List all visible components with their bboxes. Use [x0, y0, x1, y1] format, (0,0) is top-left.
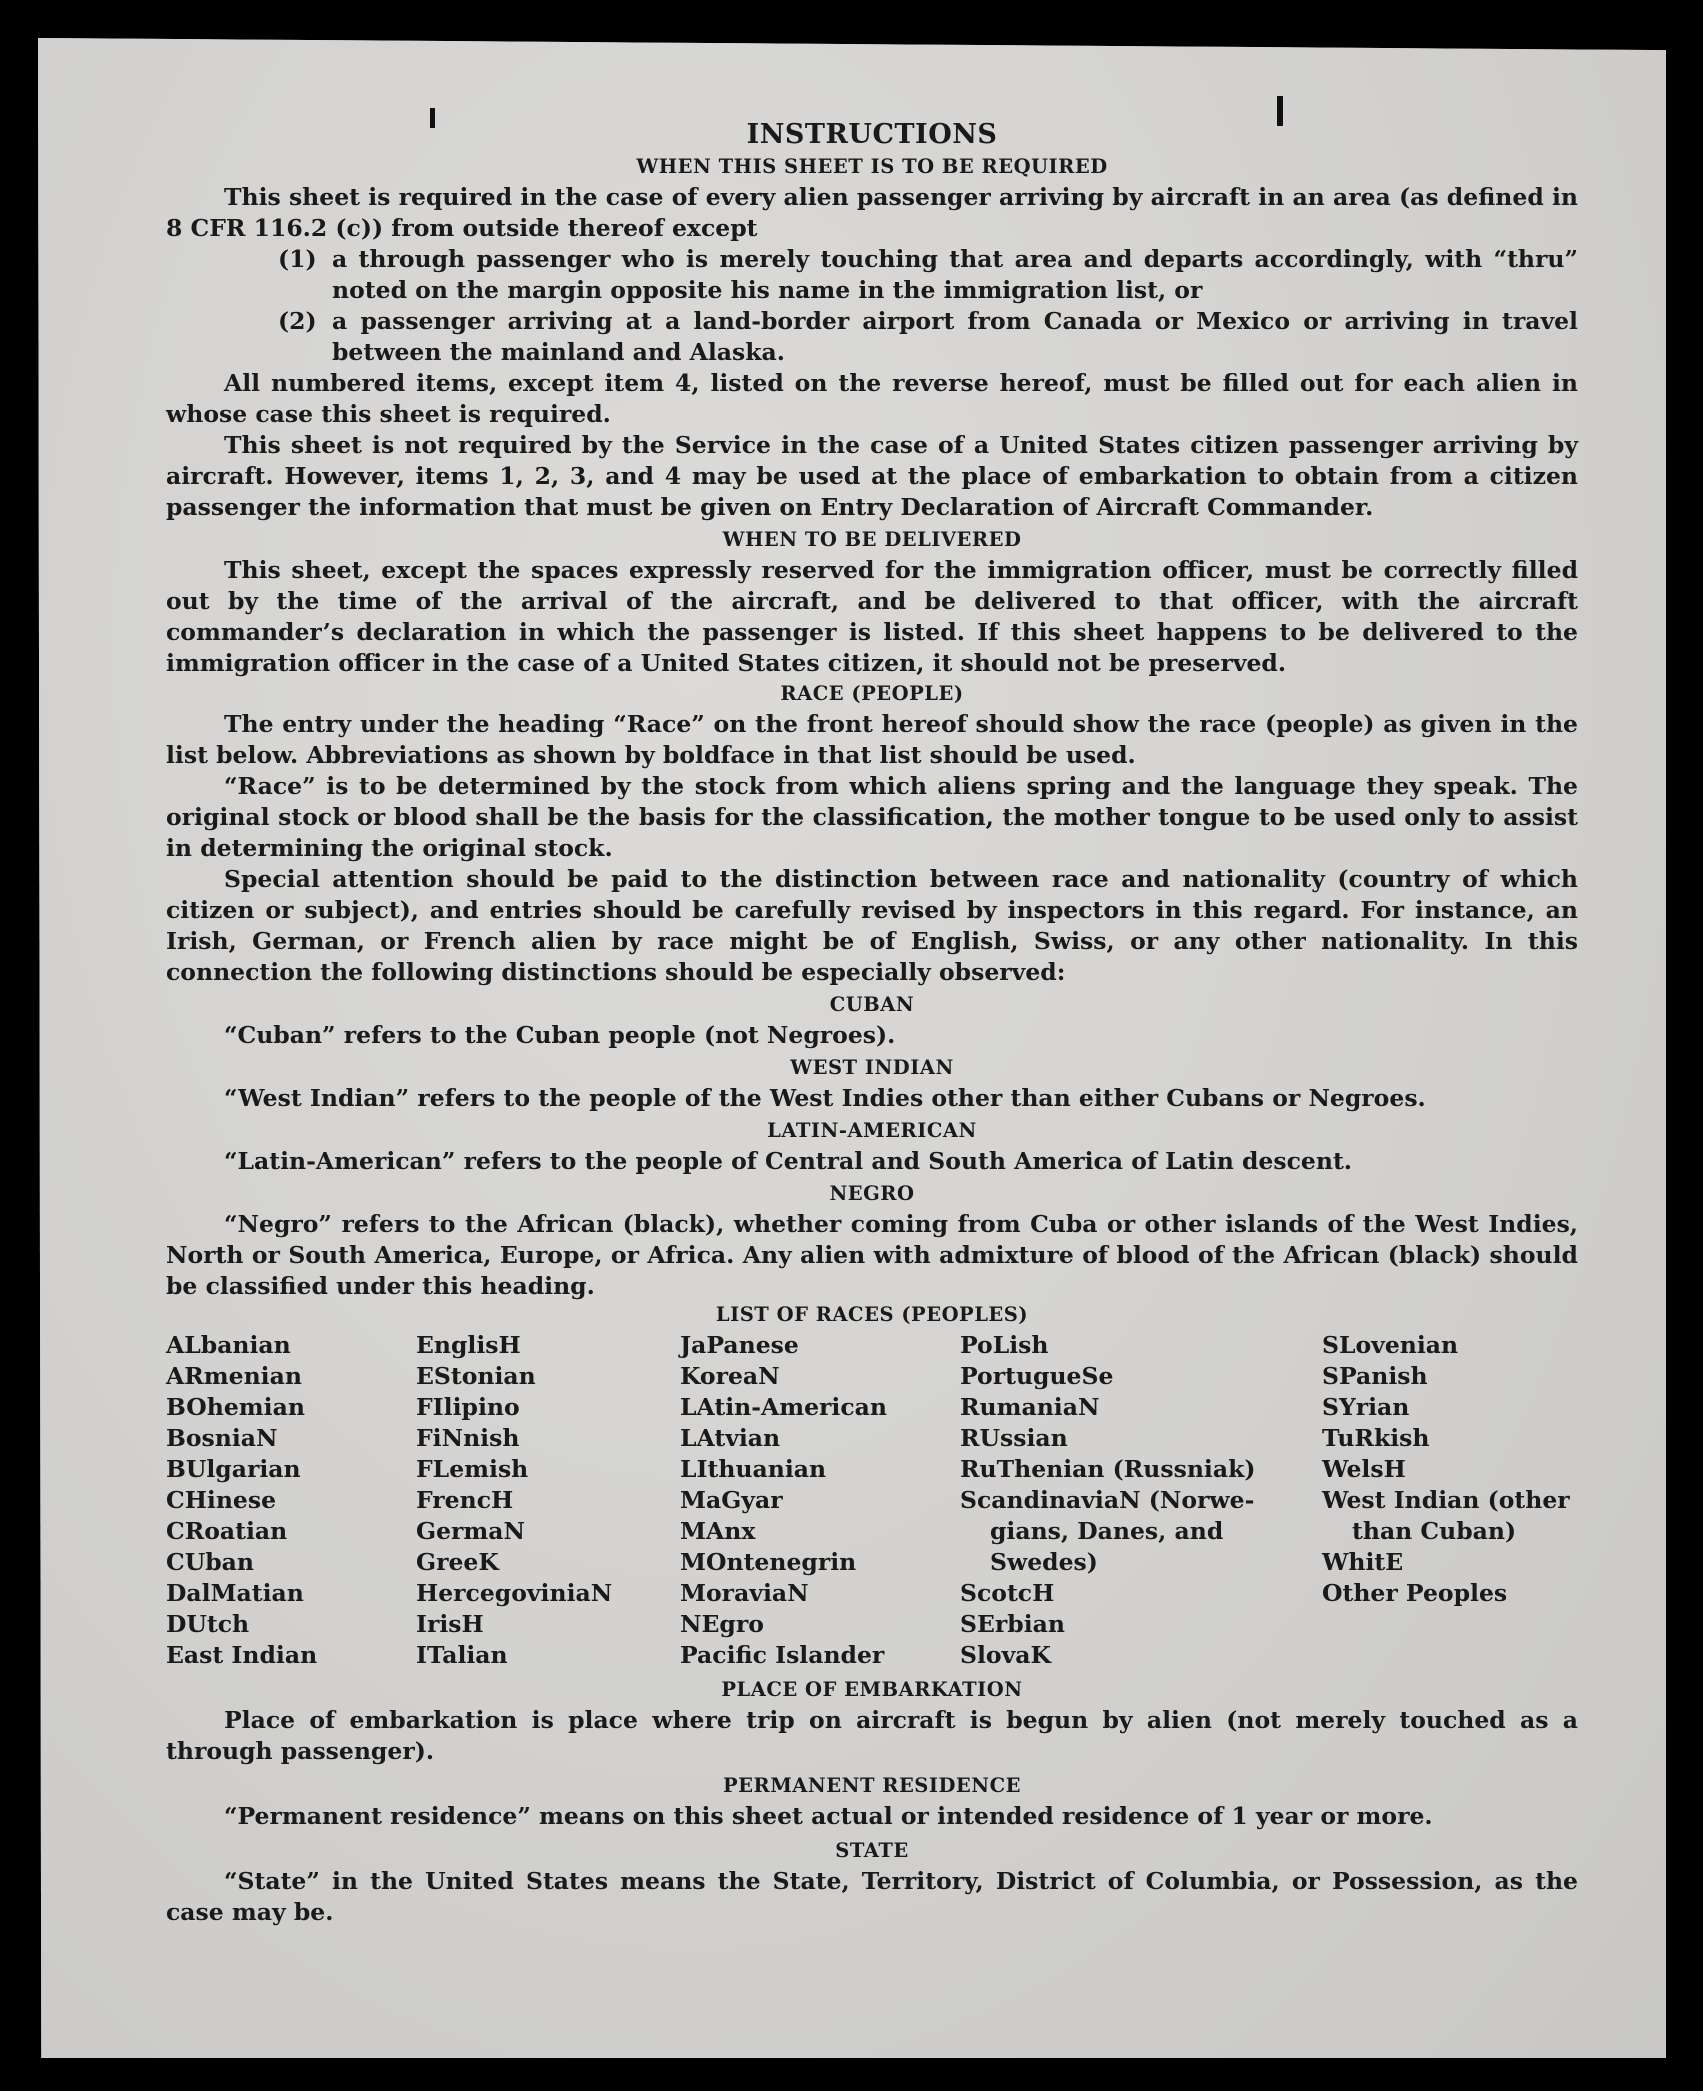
- required-para-2: All numbered items, except item 4, listed on the reverse hereof, must be filled out for each alien in whose case this sheet is required.: [166, 369, 1578, 428]
- race-entry: East Indian: [166, 1641, 318, 1669]
- race-entry: ALbanian: [166, 1331, 291, 1359]
- race-entry: IrisH: [416, 1610, 484, 1638]
- race-entry: ScandinaviaN (Norwe-: [960, 1486, 1255, 1514]
- race-entry-continuation: Swedes): [990, 1548, 1098, 1576]
- races-column-3: [680, 1330, 960, 1671]
- races-column-4: [960, 1330, 1322, 1671]
- item-text: a through passenger who is merely touching that area and departs accordingly, with “thru” noted on the margin opposite his name in the immigration list, or: [332, 245, 1578, 304]
- race-entry: LAtin-American: [680, 1393, 887, 1421]
- cuban-text: “Cuban” refers to the Cuban people (not Negroes).: [224, 1021, 896, 1049]
- race-entry: CUban: [166, 1548, 254, 1576]
- race-entry: MAnx: [680, 1517, 756, 1545]
- race-entry: PoLish: [960, 1331, 1049, 1359]
- latin-american-text: “Latin-American” refers to the people of Central and South America of Latin descent.: [224, 1147, 1352, 1175]
- race-entry: EnglisH: [416, 1331, 521, 1359]
- race-entry: HercegoviniaN: [416, 1579, 613, 1607]
- race-entry: RumaniaN: [960, 1393, 1100, 1421]
- required-intro: This sheet is required in the case of every alien passenger arriving by aircraft in an area (as defined in 8 CFR 116.2 (c)) from outside thereof except: [166, 183, 1578, 242]
- race-entry: MoraviaN: [680, 1579, 809, 1607]
- race-entry: DalMatian: [166, 1579, 304, 1607]
- race-entry: JaPanese: [680, 1331, 799, 1359]
- race-entry: BosniaN: [166, 1424, 278, 1452]
- heading-cuban: CUBAN: [829, 993, 915, 1016]
- race-entry: SErbian: [960, 1610, 1065, 1638]
- race-entry: GreeK: [416, 1548, 499, 1576]
- race-entry: ITalian: [416, 1641, 508, 1669]
- race-entry: BOhemian: [166, 1393, 305, 1421]
- race-entry: SLovenian: [1322, 1331, 1459, 1359]
- race-entry: ScotcH: [960, 1579, 1055, 1607]
- race-entry: SYrian: [1322, 1393, 1410, 1421]
- race-entry: EStonian: [416, 1362, 536, 1390]
- race-entry: NEgro: [680, 1610, 764, 1638]
- heading-race: RACE (PEOPLE): [780, 682, 964, 705]
- races-column-5: [1322, 1330, 1572, 1671]
- race-entry: LAtvian: [680, 1424, 781, 1452]
- exception-item-2: [278, 306, 1578, 368]
- race-entry: RuThenian (Russniak): [960, 1455, 1256, 1483]
- race-entry: WelsH: [1322, 1455, 1406, 1483]
- race-entry: FrencH: [416, 1486, 514, 1514]
- instructions-content: [166, 118, 1578, 1928]
- race-entry: FIlipino: [416, 1393, 520, 1421]
- race-entry: West Indian (other: [1322, 1486, 1570, 1514]
- delivered-text: This sheet, except the spaces expressly reserved for the immigration officer, must be correctly filled out by the time of the arrival of the aircraft, and be delivered to that officer, with the aircraft commander’s declaration in which the passenger is listed. If this sheet happens to be delivered to the immigration officer in the case of a United States citizen, it should not be preserved.: [166, 556, 1578, 677]
- heading-when-required: WHEN THIS SHEET IS TO BE REQUIRED: [636, 155, 1108, 178]
- heading-list-of-races: LIST OF RACES (PEOPLES): [715, 1303, 1029, 1326]
- race-entry: FiNnish: [416, 1424, 520, 1452]
- race-entry: SPanish: [1322, 1362, 1428, 1390]
- race-entry: DUtch: [166, 1610, 250, 1638]
- race-entry: Other Peoples: [1322, 1579, 1508, 1607]
- race-entry: ARmenian: [166, 1362, 302, 1390]
- heading-place-of-embarkation: PLACE OF EMBARKATION: [721, 1678, 1023, 1701]
- race-entry: WhitE: [1322, 1548, 1404, 1576]
- heading-state: STATE: [835, 1839, 909, 1862]
- race-para-1: The entry under the heading “Race” on the front hereof should show the race (people) as given in the list below. Abbreviations as shown by boldface in that list should be used.: [166, 710, 1578, 769]
- negro-text: “Negro” refers to the African (black), whether coming from Cuba or other islands of the West Indies, North or South America, Europe, or Africa. Any alien with admixture of blood of the African (black) should be classified under this heading.: [166, 1210, 1578, 1300]
- races-list: [166, 1330, 1578, 1671]
- races-column-1: [166, 1330, 416, 1671]
- race-entry: CRoatian: [166, 1517, 288, 1545]
- required-para-3: This sheet is not required by the Service in the case of a United States citizen passenger arriving by aircraft. However, items 1, 2, 3, and 4 may be used at the place of embarkation to obtain from a citizen passenger the information that must be given on Entry Declaration of Aircraft Commander.: [166, 431, 1578, 521]
- item-number: (2): [278, 307, 317, 335]
- west-indian-text: “West Indian” refers to the people of the West Indies other than either Cubans or Negroes.: [224, 1084, 1426, 1112]
- race-entry: SlovaK: [960, 1641, 1051, 1669]
- race-entry: RUssian: [960, 1424, 1068, 1452]
- races-column-2: [416, 1330, 680, 1671]
- heading-latin-american: LATIN-AMERICAN: [767, 1119, 977, 1142]
- item-number: (1): [278, 245, 317, 273]
- state-text: “State” in the United States means the State, Territory, District of Columbia, or Possession, as the case may be.: [166, 1867, 1578, 1926]
- race-entry: MOntenegrin: [680, 1548, 857, 1576]
- race-entry: LIthuanian: [680, 1455, 827, 1483]
- race-entry: KoreaN: [680, 1362, 780, 1390]
- race-entry: PortugueSe: [960, 1362, 1114, 1390]
- race-entry: GermaN: [416, 1517, 525, 1545]
- race-entry-continuation: than Cuban): [1352, 1517, 1517, 1545]
- race-entry: BUlgarian: [166, 1455, 301, 1483]
- race-entry: Pacific Islander: [680, 1641, 885, 1669]
- page-title: INSTRUCTIONS: [746, 119, 998, 150]
- race-entry: FLemish: [416, 1455, 529, 1483]
- race-para-3: Special attention should be paid to the distinction between race and nationality (country of which citizen or subject), and entries should be carefully revised by inspectors in this regard. For instance, an Irish, German, or French alien by race might be of English, Swiss, or any other nationality. In this connection the following distinctions should be especially observed:: [166, 865, 1578, 986]
- heading-west-indian: WEST INDIAN: [790, 1056, 954, 1079]
- race-entry: MaGyar: [680, 1486, 783, 1514]
- embarkation-text: Place of embarkation is place where trip on aircraft is begun by alien (not merely touched as a through passenger).: [166, 1706, 1578, 1765]
- exception-item-1: [278, 244, 1578, 306]
- race-entry-continuation: gians, Danes, and: [990, 1517, 1224, 1545]
- heading-when-delivered: WHEN TO BE DELIVERED: [722, 528, 1022, 551]
- residence-text: “Permanent residence” means on this sheet actual or intended residence of 1 year or more.: [224, 1802, 1433, 1830]
- race-para-2: “Race” is to be determined by the stock from which aliens spring and the language they speak. The original stock or blood shall be the basis for the classification, the mother tongue to be used only to assist in determining the original stock.: [166, 772, 1578, 862]
- race-entry: CHinese: [166, 1486, 277, 1514]
- heading-negro: NEGRO: [829, 1182, 915, 1205]
- heading-permanent-residence: PERMANENT RESIDENCE: [722, 1774, 1021, 1797]
- race-entry: TuRkish: [1322, 1424, 1430, 1452]
- item-text: a passenger arriving at a land-border airport from Canada or Mexico or arriving in travel between the mainland and Alaska.: [332, 307, 1578, 366]
